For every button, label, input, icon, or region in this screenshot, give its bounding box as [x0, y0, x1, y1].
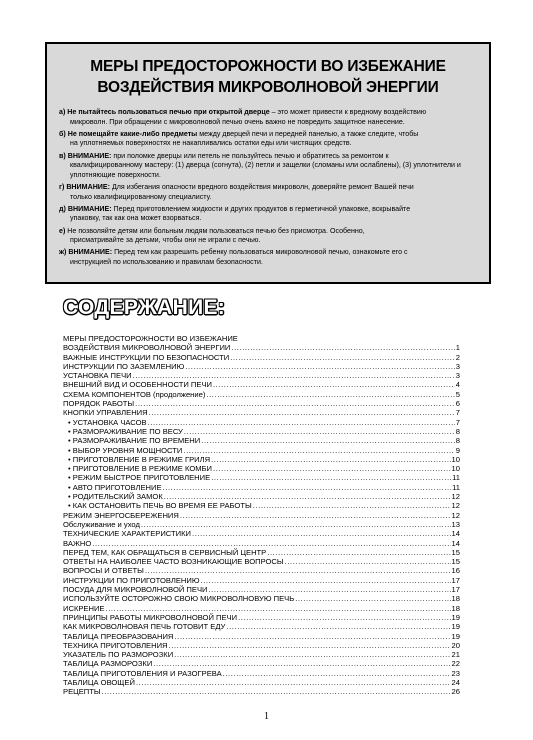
toc-subentry	[63, 436, 460, 445]
toc-leader-dots	[238, 613, 450, 622]
toc-entry-title: КНОПКИ УПРАВЛЕНИЯ	[63, 408, 148, 418]
toc-leader-dots	[267, 548, 450, 557]
toc-entry-page: 14	[451, 529, 460, 539]
toc-entry	[63, 641, 460, 650]
warning-item-emphasis: ВНИМАНИЕ:	[68, 248, 113, 257]
toc-leader-dots	[106, 604, 451, 613]
toc-entry-title: ТАБЛИЦА РАЗМОРОЗКИ	[63, 659, 153, 669]
toc-leader-dots	[164, 492, 451, 501]
toc-entry	[63, 408, 460, 417]
warning-item-marker: ж)	[59, 248, 67, 257]
toc-entry	[63, 576, 460, 585]
toc-entry	[63, 371, 460, 380]
warning-item-continuation: упаковку, так как она может взорваться.	[70, 214, 202, 223]
toc-subentry	[63, 473, 460, 482]
warning-item-marker: д)	[59, 204, 66, 213]
toc-entry	[63, 659, 460, 668]
toc-entry-page: 1	[455, 343, 460, 353]
toc-leader-dots	[183, 446, 454, 455]
toc-subentry	[63, 418, 460, 427]
toc-heading: СОДЕРЖАНИЕ:	[63, 296, 226, 319]
warning-item-text: при поломке дверцы или петель не пользуйтесь печью и обратитесь за ремонтом к	[111, 151, 389, 160]
toc-entry-title: ВНЕШНИЙ ВИД И ОСОБЕННОСТИ ПЕЧИ	[63, 380, 212, 390]
toc-entry-title: РЕЖИМ ЭНЕРГОСБЕРЕЖЕНИЯ	[63, 510, 179, 520]
toc-leader-dots	[211, 455, 450, 464]
warning-item	[59, 227, 479, 246]
toc-entry-title: ТАБЛИЦА ПРИГОТОВЛЕНИЯ И РАЗОГРЕВА	[63, 668, 222, 678]
toc-entry-title: ТЕХНИКА ПРИГОТОВЛЕНИЯ	[63, 640, 168, 650]
toc-entry	[63, 520, 460, 529]
toc-entry-title: ИСПОЛЬЗУЙТЕ ОСТОРОЖНО СВОЮ МИКРОВОЛНОВУЮ ПЕЧЬ	[63, 594, 295, 604]
toc-entry	[63, 362, 460, 371]
toc-entry	[63, 632, 460, 641]
toc-entry-page: 6	[455, 399, 460, 409]
toc-entry-title: ИНСТРУКЦИИ ПО ПРИГОТОВЛЕНИЮ	[63, 575, 200, 585]
toc-leader-dots	[226, 622, 450, 631]
table-of-contents	[63, 334, 460, 697]
toc-entry-page: 4	[455, 380, 460, 390]
toc-entry-title: КАК МИКРОВОЛНОВАЯ ПЕЧЬ ГОТОВИТ ЕДУ	[63, 622, 226, 632]
toc-entry	[63, 585, 460, 594]
warning-title-line2: ВОЗДЕЙСТВИЯ МИКРОВОЛНОВОЙ ЭНЕРГИИ	[97, 79, 439, 96]
toc-entry-title: ВАЖНЫЕ ИНСТРУКЦИИ ПО БЕЗОПАСНОСТИ	[63, 352, 230, 362]
toc-intro-text: МЕРЫ ПРЕДОСТОРОЖНОСТИ ВО ИЗБЕЖАНИЕ	[63, 334, 238, 343]
toc-entry-title: • АВТО ПРИГОТОВЛЕНИЕ	[63, 483, 162, 492]
toc-subentry	[63, 446, 460, 455]
toc-entry	[63, 557, 460, 566]
toc-entry-title: • ВЫБОР УРОВНЯ МОЩНОСТИ	[63, 446, 182, 455]
warning-item-continuation: микроволн. При обращении с микроволновой печью очень важно не повредить защитное нанесение.	[70, 117, 405, 126]
toc-entry-title: ВАЖНО	[63, 538, 92, 548]
toc-leader-dots	[223, 669, 451, 678]
toc-entry-page: 18	[451, 594, 460, 604]
toc-leader-dots	[295, 594, 450, 603]
toc-entry-page: 12	[451, 492, 460, 502]
warning-box	[45, 42, 491, 284]
toc-leader-dots	[136, 678, 451, 687]
toc-entry-title: ПРИНЦИПЫ РАБОТЫ МИКРОВОЛНОВОЙ ПЕЧИ	[63, 612, 238, 622]
warning-item-continuation: только квалифицированному специалисту.	[70, 192, 212, 201]
toc-leader-dots	[285, 557, 451, 566]
warning-item-marker: г)	[59, 182, 65, 191]
toc-subentry	[63, 483, 460, 492]
warning-item-continuation: квалифицированному мастеру: (1) дверца (согнута), (2) петли и защелки (сломаны или ослаблены), (3) уплотнители и уплотняющие поверхности.	[70, 161, 461, 179]
toc-entry-title: • КАК ОСТАНОВИТЬ ПЕЧЬ ВО ВРЕМЯ ЕЕ РАБОТЫ	[63, 501, 252, 510]
toc-entry-title: ТАБЛИЦА ОВОЩЕЙ	[63, 677, 135, 687]
warning-item-marker: в)	[59, 151, 66, 160]
warning-item-text: Перед приготовлением жидкости и других продуктов в герметичной упаковке, вскрывайте	[111, 204, 411, 213]
toc-entry-page: 17	[451, 585, 460, 595]
toc-subentry	[63, 427, 460, 436]
toc-entry-page: 19	[451, 622, 460, 632]
warning-item-emphasis: ВНИМАНИЕ:	[66, 182, 111, 191]
toc-entry-page: 11	[452, 482, 460, 492]
toc-entry	[63, 566, 460, 575]
toc-entry-title: ВОПРОСЫ И ОТВЕТЫ	[63, 566, 144, 576]
toc-entry-page: 7	[455, 408, 460, 418]
toc-entry-title: • РЕЖИМ БЫСТРОЕ ПРИГОТОВЛЕНИЕ	[63, 473, 210, 482]
toc-leader-dots	[174, 650, 450, 659]
toc-leader-dots	[149, 408, 455, 417]
toc-intro-line	[63, 334, 460, 343]
toc-entry	[63, 594, 460, 603]
toc-entry-page: 22	[451, 659, 460, 669]
toc-leader-dots	[148, 418, 455, 427]
warning-item	[59, 108, 479, 127]
toc-entry-page: 19	[451, 631, 460, 641]
toc-entry-title: УКАЗАТЕЛЬ ПО РАЗМОРОЗКИ	[63, 650, 174, 660]
toc-entry	[63, 343, 460, 352]
toc-entry	[63, 687, 460, 696]
toc-entry	[63, 353, 460, 362]
toc-entry-title: • РАЗМОРАЖИВАНИЕ ПО ВРЕМЕНИ	[63, 436, 200, 445]
toc-entry-title: ИНСТРУКЦИИ ПО ЗАЗЕМЛЕНИЮ	[63, 361, 185, 371]
toc-leader-dots	[169, 641, 451, 650]
toc-leader-dots	[102, 687, 451, 696]
toc-leader-dots	[133, 371, 455, 380]
warning-item-text: Не позволяйте детям или больным людям пользоваться печью без присмотра. Особенно,	[67, 226, 365, 235]
toc-leader-dots	[174, 632, 450, 641]
toc-entry-page: 10	[451, 464, 460, 474]
toc-entry	[63, 604, 460, 613]
warning-item-text: между дверцей печи и передней панелью, а также следите, чтобы	[197, 129, 419, 138]
toc-entry	[63, 678, 460, 687]
warning-item	[59, 130, 479, 149]
toc-entry-page: 18	[451, 603, 460, 613]
toc-entry-title: ВОЗДЕЙСТВИЯ МИКРОВОЛНОВОЙ ЭНЕРГИИ	[63, 343, 231, 353]
toc-entry-page: 19	[451, 612, 460, 622]
warning-item-text: Перед тем как разрешить ребенку пользоваться микроволновой печью, ознакомьте его с	[112, 248, 408, 257]
toc-entry-page: 20	[451, 640, 460, 650]
toc-leader-dots	[213, 464, 451, 473]
toc-entry-page: 15	[451, 557, 460, 567]
warning-item-emphasis: Не помещайте какие-либо предметы	[67, 129, 198, 138]
toc-entry-page: 21	[451, 650, 460, 660]
toc-leader-dots	[141, 520, 451, 529]
warning-item-emphasis: ВНИМАНИЕ:	[67, 204, 112, 213]
toc-entry-page: 12	[451, 510, 460, 520]
toc-entry-title: • ПРИГОТОВЛЕНИЕ В РЕЖИМЕ КОМБИ	[63, 464, 212, 473]
toc-leader-dots	[208, 585, 450, 594]
warning-title-line1: МЕРЫ ПРЕДОСТОРОЖНОСТИ ВО ИЗБЕЖАНИЕ	[90, 58, 446, 75]
toc-entry	[63, 390, 460, 399]
toc-subentry	[63, 501, 460, 510]
toc-subentry	[63, 492, 460, 501]
toc-entry-page: 5	[455, 389, 460, 399]
warning-item	[59, 183, 479, 202]
toc-entry-page: 26	[451, 687, 460, 697]
toc-entry-title: ТЕХНИЧЕСКИЕ ХАРАКТЕРИСТИКИ	[63, 529, 191, 539]
warning-item-marker: б)	[59, 129, 66, 138]
toc-entry-title: РЕЦЕПТЫ	[63, 687, 101, 697]
toc-leader-dots	[163, 483, 452, 492]
toc-entry-page: 23	[451, 668, 460, 678]
toc-leader-dots	[201, 436, 455, 445]
toc-entry-page: 3	[455, 361, 460, 371]
toc-entry-title: ПОСУДА ДЛЯ МИКРОВОЛНОВОЙ ПЕЧИ	[63, 585, 208, 595]
warning-item	[59, 152, 479, 181]
toc-entry	[63, 669, 460, 678]
toc-entry-title: • ПРИГОТОВЛЕНИЕ В РЕЖИМЕ ГРИЛЯ	[63, 455, 210, 464]
warning-item-continuation: присматривайте за детьми, чтобы они не играли с печью.	[70, 236, 261, 245]
toc-entry-page: 13	[451, 519, 460, 529]
warning-item-emphasis: ВНИМАНИЕ:	[67, 151, 112, 160]
toc-entry-page: 15	[451, 547, 460, 557]
toc-leader-dots	[92, 539, 450, 548]
toc-entry-page: 24	[451, 677, 460, 687]
toc-entry	[63, 613, 460, 622]
toc-leader-dots	[206, 390, 454, 399]
warning-item-marker: а)	[59, 108, 66, 116]
toc-entry-page: 2	[455, 352, 460, 362]
warning-item-text: – это может привести к вредному воздействию	[269, 108, 427, 116]
warning-title	[47, 56, 489, 98]
toc-entry	[63, 539, 460, 548]
toc-entry-page: 7	[455, 417, 460, 427]
toc-entry	[63, 622, 460, 631]
toc-entry-title: ПЕРЕД ТЕМ, КАК ОБРАЩАТЬСЯ В СЕРВИСНЫЙ ЦЕНТР	[63, 547, 267, 557]
toc-entry-title: Обслуживание и уход	[63, 519, 140, 529]
toc-entry	[63, 380, 460, 389]
toc-entry	[63, 511, 460, 520]
toc-entry-page: 8	[455, 426, 460, 436]
toc-entry-title: ИСКРЕНИЕ	[63, 603, 105, 613]
toc-leader-dots	[230, 353, 455, 362]
toc-entry-page: 3	[455, 371, 460, 381]
toc-leader-dots	[185, 362, 454, 371]
toc-subentry	[63, 455, 460, 464]
toc-entry-page: 8	[455, 436, 460, 446]
toc-entry-title: ТАБЛИЦА ПРЕОБРАЗОВАНИЯ	[63, 631, 174, 641]
toc-leader-dots	[201, 576, 451, 585]
toc-entry	[63, 399, 460, 408]
toc-entry	[63, 650, 460, 659]
toc-leader-dots	[192, 529, 451, 538]
toc-entry-page: 11	[452, 473, 460, 483]
toc-leader-dots	[211, 473, 451, 482]
toc-entry-page: 9	[455, 445, 460, 455]
toc-entry-title: СХЕМА КОМПОНЕНТОВ (продолжение)	[63, 389, 206, 399]
warning-item-continuation: инструкцией по использованию и правилам безопасности.	[70, 257, 263, 266]
warning-item-marker: е)	[59, 226, 66, 235]
toc-leader-dots	[180, 511, 451, 520]
toc-entry	[63, 548, 460, 557]
toc-subentry	[63, 464, 460, 473]
warning-item-continuation: на уплотняемых поверхностях не накапливались остатки еды или чистящих средств.	[70, 139, 352, 148]
toc-leader-dots	[253, 501, 451, 510]
toc-entry	[63, 529, 460, 538]
warning-item-emphasis: Не пытайтесь пользоваться печью при открытой дверце	[67, 108, 270, 116]
toc-entry-title: • РОДИТЕЛЬСКИЙ ЗАМОК	[63, 492, 163, 501]
toc-entry-page: 12	[451, 501, 460, 511]
warning-item	[59, 205, 479, 224]
toc-entry-title: УСТАНОВКА ПЕЧИ	[63, 371, 132, 381]
toc-leader-dots	[135, 399, 455, 408]
warning-item	[59, 248, 479, 267]
toc-leader-dots	[184, 427, 455, 436]
toc-leader-dots	[213, 380, 455, 389]
toc-entry-page: 16	[451, 566, 460, 576]
toc-entry-title: • УСТАНОВКА ЧАСОВ	[63, 418, 147, 427]
toc-leader-dots	[231, 343, 454, 352]
warning-list	[59, 108, 479, 270]
toc-leader-dots	[153, 659, 450, 668]
toc-entry-page: 17	[451, 575, 460, 585]
toc-entry-page: 14	[451, 538, 460, 548]
toc-entry-title: • РАЗМОРАЖИВАНИЕ ПО ВЕСУ	[63, 427, 183, 436]
warning-item-text: Для избегания опасности вредного воздействия микроволн, доверяйте ремонт Вашей печи	[110, 182, 414, 191]
toc-entry-title: ОТВЕТЫ НА НАИБОЛЕЕ ЧАСТО ВОЗНИКАЮЩИЕ ВОПРОСЫ	[63, 557, 284, 567]
toc-leader-dots	[145, 566, 451, 575]
toc-entry-title: ПОРЯДОК РАБОТЫ	[63, 399, 135, 409]
toc-entry-page: 10	[451, 454, 460, 464]
page-number: 1	[264, 711, 269, 722]
